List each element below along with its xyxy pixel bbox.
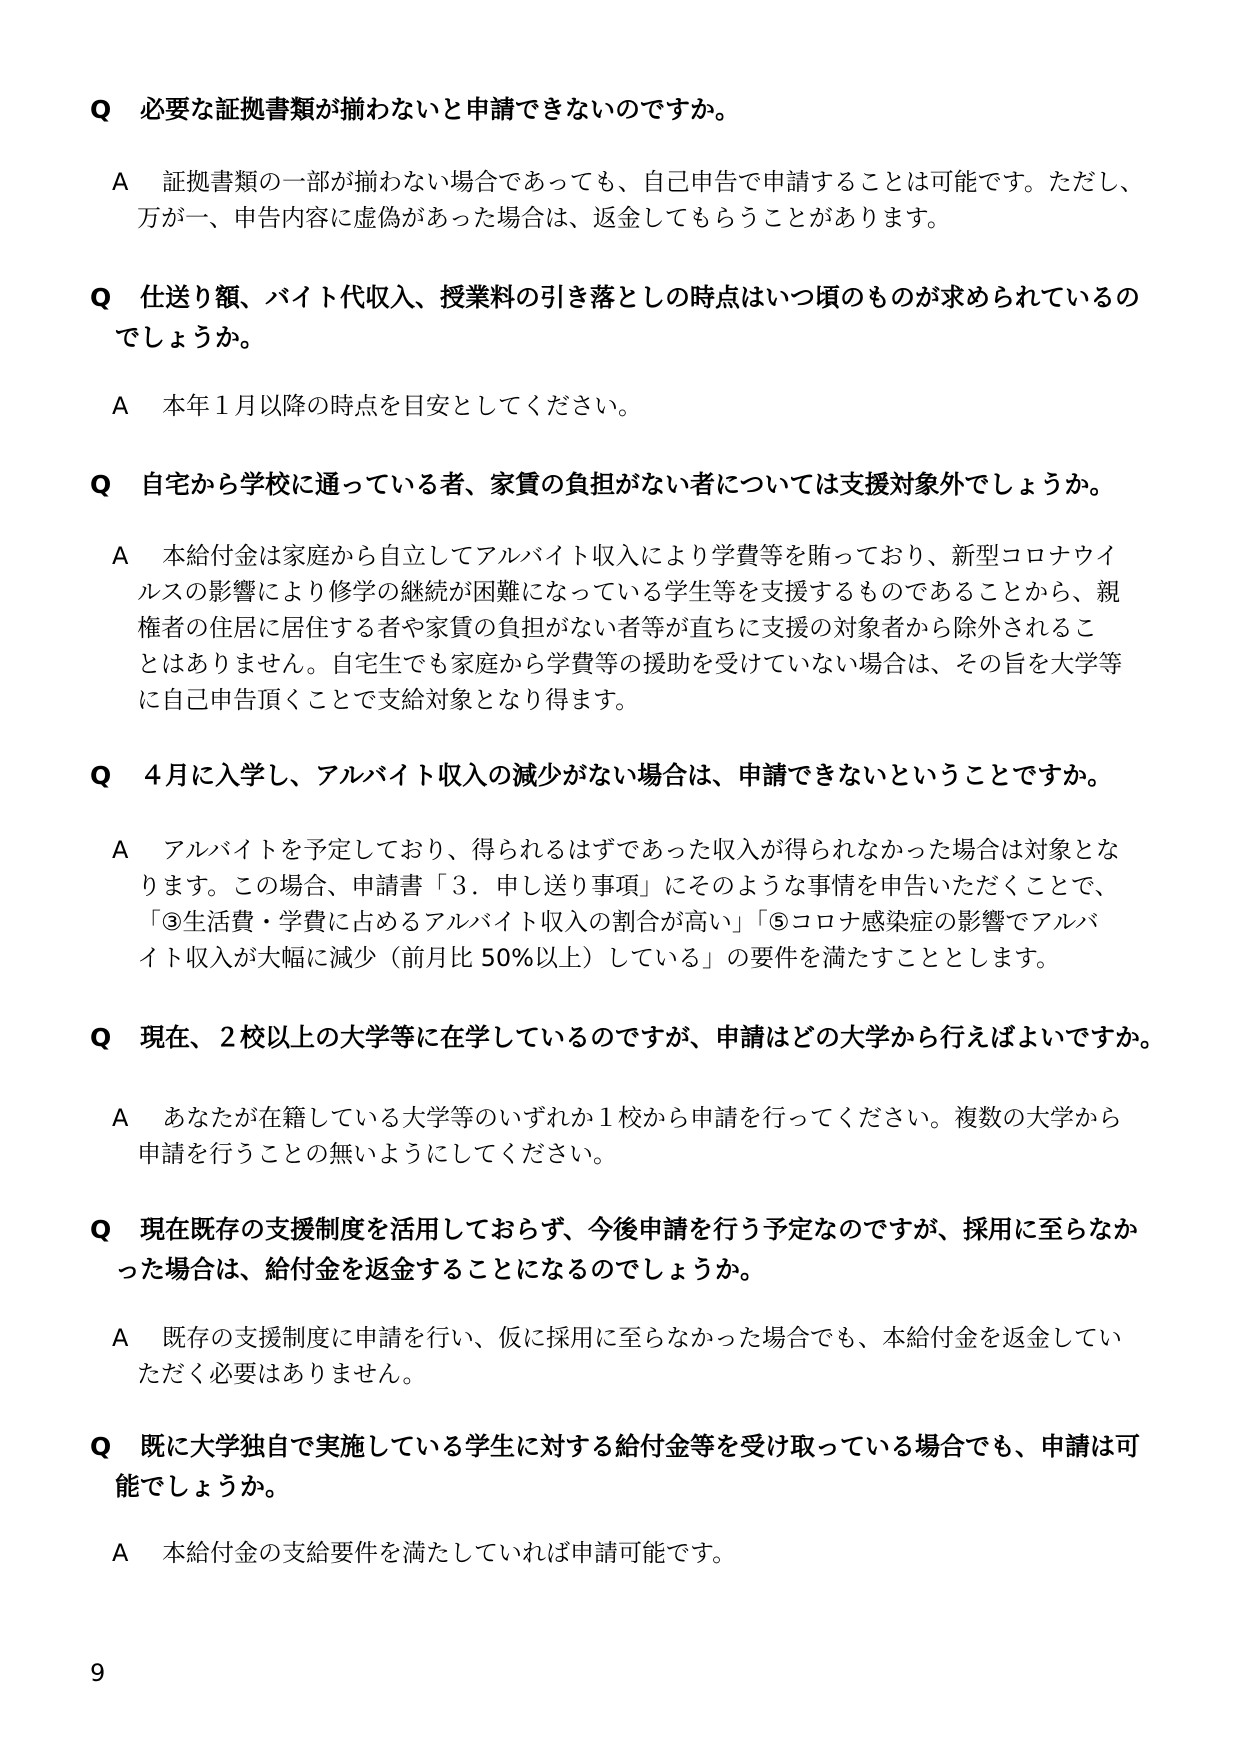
faq-question — [90, 1018, 1166, 1058]
answer-text-line: 既存の支援制度に申請を行い、仮に採用に至らなかった場合でも、本給付金を返金してい — [162, 1324, 1122, 1352]
faq-question — [90, 1210, 1150, 1290]
answer-text-line: 本給付金の支給要件を満たしていれば申請可能です。 — [162, 1539, 737, 1567]
question-text-line: 現在既存の支援制度を活用しておらず、今後申請を行う予定なのですが、採用に至らなか — [140, 1215, 1139, 1244]
question-marker: Q — [90, 283, 112, 312]
question-text-line: 仕送り額、バイト代収入、授業料の引き落としの時点はいつ頃のものが求められているの — [140, 283, 1141, 312]
answer-text-line: あなたが在籍している大学等のいずれか１校から申請を行ってください。複数の大学から — [162, 1104, 1122, 1132]
faq-answer — [112, 1100, 1152, 1172]
question-marker: Q — [90, 1432, 112, 1461]
answer-text-line: に自己申告頂くことで支給対象となり得ます。 — [137, 686, 640, 714]
answer-marker: A — [112, 392, 129, 420]
question-text-line: 自宅から学校に通っている者、家賃の負担がない者については支援対象外でしょうか。 — [140, 470, 1115, 499]
question-text-line: 能でしょうか。 — [115, 1472, 291, 1501]
faq-answer — [112, 1535, 1152, 1571]
answer-marker: A — [112, 1539, 129, 1567]
answer-text-line: 「③生活費・学費に占めるアルバイト収入の割合が高い」「⑤コロナ感染症の影響でアルバ — [137, 908, 1099, 936]
question-marker: Q — [90, 95, 112, 124]
faq-question — [90, 465, 1150, 505]
answer-text-line: 申請を行うことの無いようにしてください。 — [137, 1140, 617, 1168]
page-number: 9 — [90, 1659, 106, 1687]
answer-marker: A — [112, 1324, 129, 1352]
faq-question — [90, 90, 1150, 130]
faq-question — [90, 1427, 1150, 1507]
question-text-line: でしょうか。 — [115, 323, 266, 352]
answer-text-line: イト収入が大幅に減少（前月比 50%以上）している」の要件を満たすこととします。 — [137, 944, 1061, 972]
faq-answer — [112, 538, 1152, 718]
question-text-line: った場合は、給付金を返金することになるのでしょうか。 — [115, 1255, 766, 1284]
answer-text-line: ただく必要はありません。 — [137, 1360, 427, 1388]
answer-marker: A — [112, 168, 129, 196]
answer-marker: A — [112, 836, 129, 864]
answer-text-line: アルバイトを予定しており、得られるはずであった収入が得られなかった場合は対象とな — [162, 836, 1120, 864]
question-marker: Q — [90, 470, 112, 499]
answer-marker: A — [112, 542, 129, 570]
answer-marker: A — [112, 1104, 129, 1132]
faq-question — [90, 278, 1150, 358]
question-text-line: 既に大学独自で実施している学生に対する給付金等を受け取っている場合でも、申請は可 — [140, 1432, 1141, 1461]
answer-text-line: 証拠書類の一部が揃わない場合であっても、自己申告で申請することは可能です。ただし、 — [162, 168, 1144, 196]
answer-text-line: 本年１月以降の時点を目安としてください。 — [162, 392, 642, 420]
question-text-line: ４月に入学し、アルバイト収入の減少がない場合は、申請できないということですか。 — [140, 761, 1113, 790]
answer-text-line: 本給付金は家庭から自立してアルバイト収入により学費等を賄っており、新型コロナウイ — [162, 542, 1119, 570]
question-marker: Q — [90, 1023, 112, 1052]
faq-answer — [112, 832, 1152, 976]
answer-text-line: ルスの影響により修学の継続が困難になっている学生等を支援するものであることから、親 — [137, 578, 1121, 606]
answer-text-line: 権者の住居に居住する者や家賃の負担がない者等が直ちに支援の対象者から除外されるこ — [137, 614, 1097, 642]
faq-question — [90, 756, 1150, 796]
question-text-line: 必要な証拠書類が揃わないと申請できないのですか。 — [140, 95, 741, 124]
question-marker: Q — [90, 761, 112, 790]
question-text-line: 現在、２校以上の大学等に在学しているのですが、申請はどの大学から行えばよいですか。 — [140, 1023, 1166, 1052]
question-marker: Q — [90, 1215, 112, 1244]
answer-text-line: とはありません。自宅生でも家庭から学費等の援助を受けていない場合は、その旨を大学等 — [137, 650, 1123, 678]
faq-answer — [112, 1320, 1152, 1392]
answer-text-line: 万が一、申告内容に虚偽があった場合は、返金してもらうことがあります。 — [137, 204, 951, 232]
faq-answer — [112, 388, 1152, 424]
faq-answer — [112, 164, 1152, 236]
answer-text-line: ります。この場合、申請書「３．申し送り事項」にそのような事情を申告いただくことで、 — [137, 872, 1119, 900]
